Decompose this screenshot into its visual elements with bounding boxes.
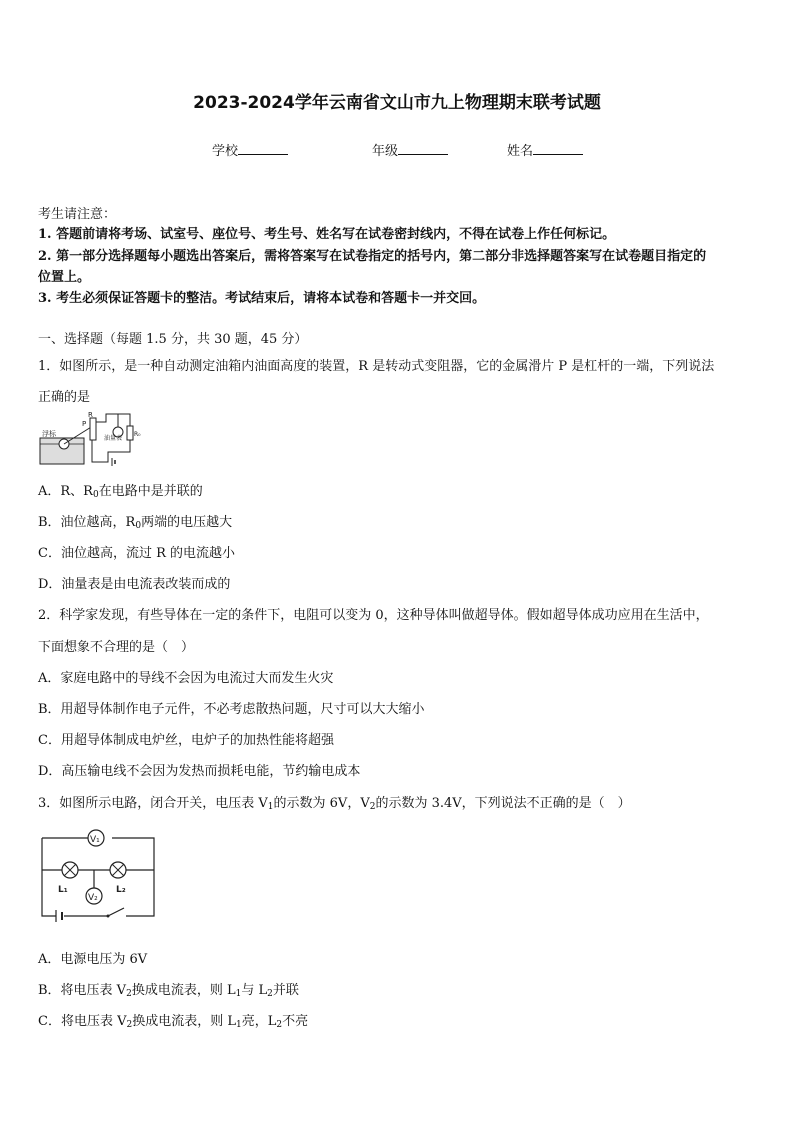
school-label: 学校 <box>212 144 239 159</box>
notice-item-2: 2. 第一部分选择题每小题选出答案后，需将答案写在试卷指定的括号内，第二部分非选择题答案写在试卷题目指定的 <box>38 249 707 264</box>
q3-b-text-end: 并联 <box>272 983 299 998</box>
switch-icon <box>108 908 124 916</box>
notice-item-1: 1. 答题前请将考场、试室号、座位号、考生号、姓名写在试卷密封线内，不得在试卷上作任何标记。 <box>38 227 616 242</box>
grade-blank <box>398 142 448 155</box>
q2-option-d: D．高压输电线不会因为发热而损耗电能，节约输电成本 <box>38 764 361 779</box>
l2-label: L₂ <box>116 885 126 895</box>
r0-label: R₀ <box>134 431 141 438</box>
q3-b-sub2: 1 <box>235 989 242 999</box>
q3-b-sub3: 2 <box>267 989 273 999</box>
q2-stem-line-2: 下面想象不合理的是（ ） <box>38 640 195 655</box>
p-label: P <box>82 420 87 428</box>
resistor-r0-icon <box>127 426 133 440</box>
notice-item-2-cont: 位置上。 <box>38 270 91 285</box>
q2-stem-line-1: 2．科学家发现，有些导体在一定的条件下，电阻可以变为 0，这种导体叫做超导体。假如超导体成功应用在生活中， <box>38 608 709 623</box>
q3-stem <box>38 792 631 812</box>
q1-b-text: B．油位越高，R <box>38 515 136 530</box>
name-label: 姓名 <box>507 144 534 159</box>
q1-a-sub: 0 <box>92 490 99 500</box>
oil-meter-label: 油量表 <box>104 435 123 442</box>
q3-c-sub3: 2 <box>276 1020 283 1030</box>
q2-option-c: C．用超导体制成电炉丝，电炉子的加热性能将超强 <box>38 733 334 748</box>
resistor-r-icon <box>90 418 96 440</box>
q3-c-text-mid1: 换成电流表，则 L <box>132 1014 236 1029</box>
q3-c-text-mid2: 亮，L <box>241 1014 277 1029</box>
q3-c-sub2: 1 <box>235 1020 242 1030</box>
q1-stem-line-2: 正确的是 <box>38 390 91 405</box>
school-field <box>212 140 288 159</box>
q2-option-a: A．家庭电路中的导线不会因为电流过大而发生火灾 <box>38 671 334 686</box>
q3-wire-left <box>42 838 56 916</box>
float-label: 浮标 <box>42 430 56 438</box>
q3-stem-sub1: 1 <box>267 802 274 812</box>
school-blank <box>238 142 288 155</box>
q3-stem-sub2: 2 <box>369 802 376 812</box>
q3-c-text-end: 不亮 <box>282 1014 309 1029</box>
q3-stem-text: 3．如图所示电路，闭合开关，电压表 V <box>38 796 268 811</box>
q3-option-a: A．电源电压为 6V <box>38 952 148 967</box>
grade-field <box>372 140 448 159</box>
q3-c-text: C．将电压表 V <box>38 1014 127 1029</box>
notice-heading: 考生请注意： <box>38 207 117 222</box>
q3-b-sub1: 2 <box>126 989 132 999</box>
q1-a-text-end: 在电路中是并联的 <box>98 484 203 499</box>
q1-stem-line-1: 1．如图所示，是一种自动测定油箱内油面高度的装置，R 是转动式变阻器，它的金属滑片 P 是杠杆的一端，下列说法 <box>38 359 715 374</box>
q3-b-text-mid2: 与 L <box>241 983 268 998</box>
name-field <box>507 140 583 159</box>
q1-a-text: A．R、R <box>38 484 93 499</box>
switch-pivot <box>107 915 110 918</box>
name-blank <box>533 142 583 155</box>
q3-stem-text-mid: 的示数为 6V，V <box>273 796 370 811</box>
section-heading: 一、选择题（每题 1.5 分，共 30 题，45 分） <box>38 332 308 347</box>
notice-item-3: 3. 考生必须保证答题卡的整洁。考试结束后，请将本试卷和答题卡一并交回。 <box>38 291 486 306</box>
v1-label: V₁ <box>90 835 100 845</box>
q3-circuit-figure <box>38 824 160 928</box>
r-label: R <box>88 412 93 419</box>
q3-c-sub1: 2 <box>126 1020 133 1030</box>
q3-option-c <box>38 1010 308 1030</box>
l1-label: L₁ <box>58 885 68 895</box>
v2-label: V₂ <box>88 893 98 903</box>
q3-b-text-mid1: 换成电流表，则 L <box>131 983 236 998</box>
q1-circuit-figure <box>38 412 142 468</box>
q3-b-text: B．将电压表 V <box>38 983 127 998</box>
q1-option-c: C．油位越高，流过 R 的电流越小 <box>38 546 235 561</box>
q1-b-text-end: 两端的电压越大 <box>141 515 233 530</box>
q1-option-d: D．油量表是由电流表改装而成的 <box>38 577 231 592</box>
q2-option-b: B．用超导体制作电子元件，不必考虑散热问题，尺寸可以大大缩小 <box>38 702 425 717</box>
page-title: 2023-2024学年云南省文山市九上物理期末联考试题 <box>193 93 601 113</box>
q1-option-a <box>38 480 203 500</box>
q1-b-sub: 0 <box>135 521 142 531</box>
grade-label: 年级 <box>372 144 399 159</box>
q3-stem-text-end: 的示数为 3.4V，下列说法不正确的是（ ） <box>375 796 631 811</box>
q1-option-b <box>38 511 232 531</box>
q3-option-b <box>38 979 299 999</box>
